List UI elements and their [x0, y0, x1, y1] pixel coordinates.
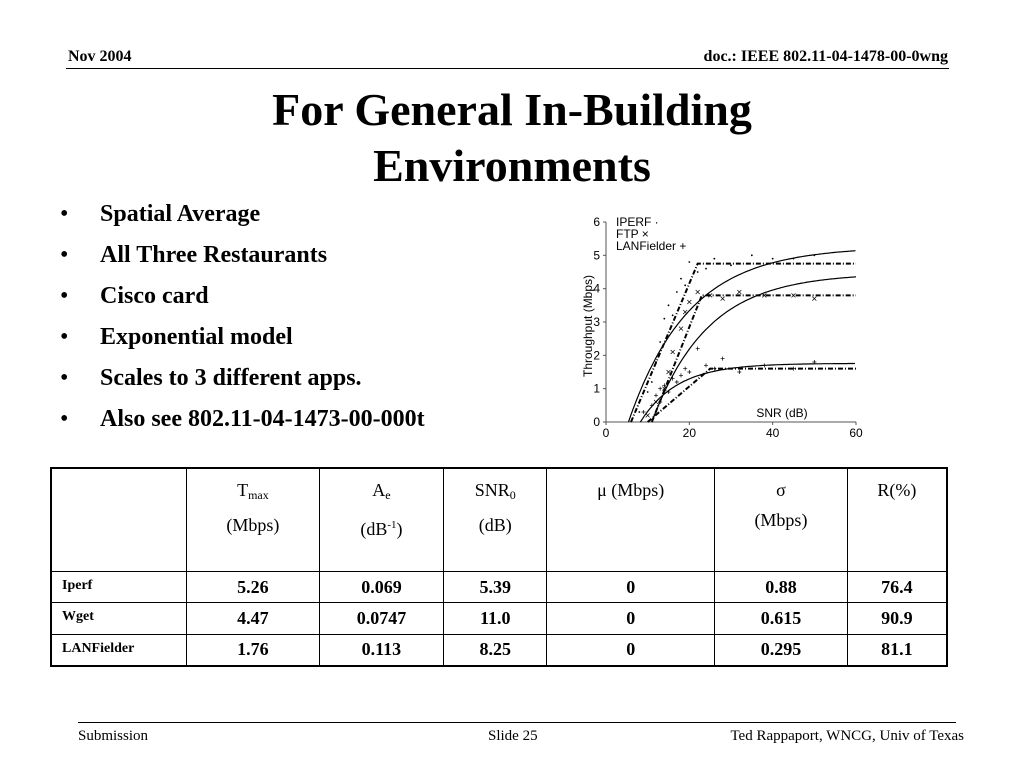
data-point-lanfielder: [642, 410, 646, 414]
piecewise-fit-line: [648, 369, 856, 422]
data-point-ftp: [687, 300, 691, 304]
slide-title-line2: Environments: [373, 140, 651, 191]
bullet-text: Exponential model: [100, 324, 293, 350]
table-cell: 0.0747: [319, 603, 443, 634]
table-cell: 1.76: [187, 634, 320, 666]
col-header-sub: 0: [509, 488, 516, 502]
table-cell: 5.39: [444, 572, 547, 603]
data-point-iperf: [713, 258, 715, 260]
data-point-ftp: [683, 310, 687, 314]
bullet-item: [60, 200, 425, 228]
data-point-iperf: [676, 291, 678, 293]
data-point-ftp: [737, 290, 741, 294]
x-tick-label: 20: [682, 426, 697, 440]
table-cell: 0.88: [715, 572, 848, 603]
col-header-sub: e: [385, 488, 391, 502]
data-point-lanfielder: [721, 357, 725, 361]
table-cell: 0: [547, 634, 715, 666]
table-corner-cell: [51, 468, 187, 572]
table-cell: 4.47: [187, 603, 320, 634]
data-point-iperf: [663, 318, 665, 320]
table-cell: 81.1: [847, 634, 947, 666]
data-point-iperf: [680, 278, 682, 280]
data-point-lanfielder: [658, 387, 662, 391]
data-point-iperf: [647, 391, 649, 393]
data-point-ftp: [721, 297, 725, 301]
bullet-item: [60, 364, 425, 392]
bullet-item: [60, 241, 425, 269]
table-cell: 0.295: [715, 634, 848, 666]
data-point-ftp: [671, 350, 675, 354]
y-tick-label: 2: [593, 348, 600, 363]
data-point-ftp: [654, 400, 658, 404]
x-tick-label: 0: [602, 426, 610, 440]
footer-divider: [78, 722, 956, 723]
col-header-snr0: [444, 468, 547, 572]
data-point-lanfielder: [704, 363, 708, 367]
throughput-chart: [578, 212, 870, 446]
col-header-tmax: [187, 468, 320, 572]
data-point-lanfielder: [762, 363, 766, 367]
col-header-unit: (Mbps): [754, 510, 808, 530]
col-header-unit: (Mbps): [226, 515, 280, 535]
data-point-ftp: [679, 327, 683, 331]
data-point-lanfielder: [675, 380, 679, 384]
table-header-row: [51, 468, 947, 572]
table-cell: 0.069: [319, 572, 443, 603]
col-header-main: R(%): [877, 480, 917, 500]
data-point-lanfielder: [687, 370, 691, 374]
data-point-iperf: [688, 261, 690, 263]
y-tick-label: 3: [593, 315, 600, 329]
data-point-ftp: [667, 370, 671, 374]
data-point-ftp: [646, 413, 650, 417]
data-point-ftp: [792, 293, 796, 297]
data-point-iperf: [651, 381, 653, 383]
table-cell: 11.0: [444, 603, 547, 634]
x-tick-label: 40: [765, 426, 780, 440]
table-cell: 90.9: [847, 603, 947, 634]
footer-submission: Submission: [78, 728, 149, 744]
table-cell: 0: [547, 603, 715, 634]
col-header-main: SNR: [474, 480, 510, 500]
col-header-main: σ: [776, 480, 786, 500]
data-point-iperf: [672, 314, 674, 316]
table-row: [51, 603, 947, 634]
bullet-icon: •: [60, 324, 69, 350]
data-point-lanfielder: [712, 367, 716, 371]
col-header-sub: max: [248, 488, 269, 502]
header-doc-id: doc.: IEEE 802.11-04-1478-00-0wng: [703, 48, 948, 65]
col-header-main: A: [372, 480, 386, 500]
col-header-sigma: [715, 468, 848, 572]
data-point-ftp: [812, 297, 816, 301]
bullet-text: Scales to 3 different apps.: [100, 365, 362, 391]
data-point-lanfielder: [792, 367, 796, 371]
data-point-iperf: [697, 271, 699, 273]
bullet-item: [60, 282, 425, 310]
legend-entry: IPERF ·: [616, 215, 659, 229]
table-cell: 0.615: [715, 603, 848, 634]
col-header-ae: [319, 468, 443, 572]
header-date: Nov 2004: [68, 48, 132, 65]
table-cell: 0.113: [319, 634, 443, 666]
data-point-ftp: [696, 290, 700, 294]
legend-entry: FTP ×: [616, 227, 649, 241]
table-cell: 8.25: [444, 634, 547, 666]
row-label: Wget: [51, 603, 187, 634]
bullet-icon: •: [60, 283, 69, 309]
bullet-list: [60, 200, 425, 446]
data-point-iperf: [793, 258, 795, 260]
footer-slide-number: Slide 25: [488, 728, 538, 744]
col-header-r: [847, 468, 947, 572]
model-parameters-table: [50, 467, 948, 667]
data-point-lanfielder: [683, 367, 687, 371]
bullet-text: Spatial Average: [100, 201, 261, 227]
x-axis-label: SNR (dB): [756, 406, 808, 420]
y-tick-label: 4: [593, 281, 600, 296]
data-point-iperf: [655, 361, 657, 363]
bullet-item: [60, 405, 425, 433]
col-header-unit: (dB): [478, 515, 512, 535]
y-axis-label: Throughput (Mbps): [581, 274, 595, 378]
col-header-main: T: [237, 480, 249, 500]
col-header-unit-close: ): [396, 519, 403, 539]
table-cell: 0: [547, 572, 715, 603]
slide-title-line1: For General In-Building: [272, 84, 752, 135]
table-row: [51, 572, 947, 603]
y-tick-label: 1: [593, 381, 600, 396]
legend-entry: LANFielder +: [616, 239, 687, 253]
data-point-iperf: [684, 284, 686, 286]
data-point-iperf: [730, 264, 732, 266]
data-point-iperf: [668, 304, 670, 306]
bullet-text: Also see 802.11-04-1473-00-000t: [100, 406, 425, 432]
data-point-iperf: [705, 268, 707, 270]
data-point-lanfielder: [696, 347, 700, 351]
header-divider: [66, 68, 949, 69]
exp-fit-curve: [640, 364, 855, 423]
y-tick-label: 0: [593, 415, 600, 429]
slide-title: [150, 82, 874, 194]
col-header-unit: (dB: [360, 519, 388, 539]
table-row: [51, 634, 947, 666]
bullet-icon: •: [60, 406, 69, 432]
data-point-iperf: [751, 254, 753, 256]
col-header-mu: [547, 468, 715, 572]
bullet-text: All Three Restaurants: [100, 242, 328, 268]
data-point-lanfielder: [737, 370, 741, 374]
bullet-text: Cisco card: [100, 283, 209, 309]
data-point-iperf: [772, 258, 774, 260]
bullet-icon: •: [60, 242, 69, 268]
data-point-iperf: [813, 254, 815, 256]
y-tick-label: 5: [593, 248, 600, 263]
bullet-item: [60, 323, 425, 351]
table-cell: 5.26: [187, 572, 320, 603]
data-point-lanfielder: [654, 393, 658, 397]
data-point-lanfielder: [667, 390, 671, 394]
row-label: LANFielder: [51, 634, 187, 666]
bullet-icon: •: [60, 201, 69, 227]
table-cell: 76.4: [847, 572, 947, 603]
col-header-sup: -1: [387, 519, 397, 531]
data-point-iperf: [638, 411, 640, 413]
row-label: Iperf: [51, 572, 187, 603]
bullet-icon: •: [60, 365, 69, 391]
col-header-main: μ (Mbps): [597, 480, 665, 500]
y-tick-label: 6: [593, 215, 600, 229]
footer-author: Ted Rappaport, WNCG, Univ of Texas: [730, 728, 964, 744]
x-tick-label: 60: [849, 426, 863, 440]
data-point-lanfielder: [679, 373, 683, 377]
data-point-iperf: [659, 341, 661, 343]
